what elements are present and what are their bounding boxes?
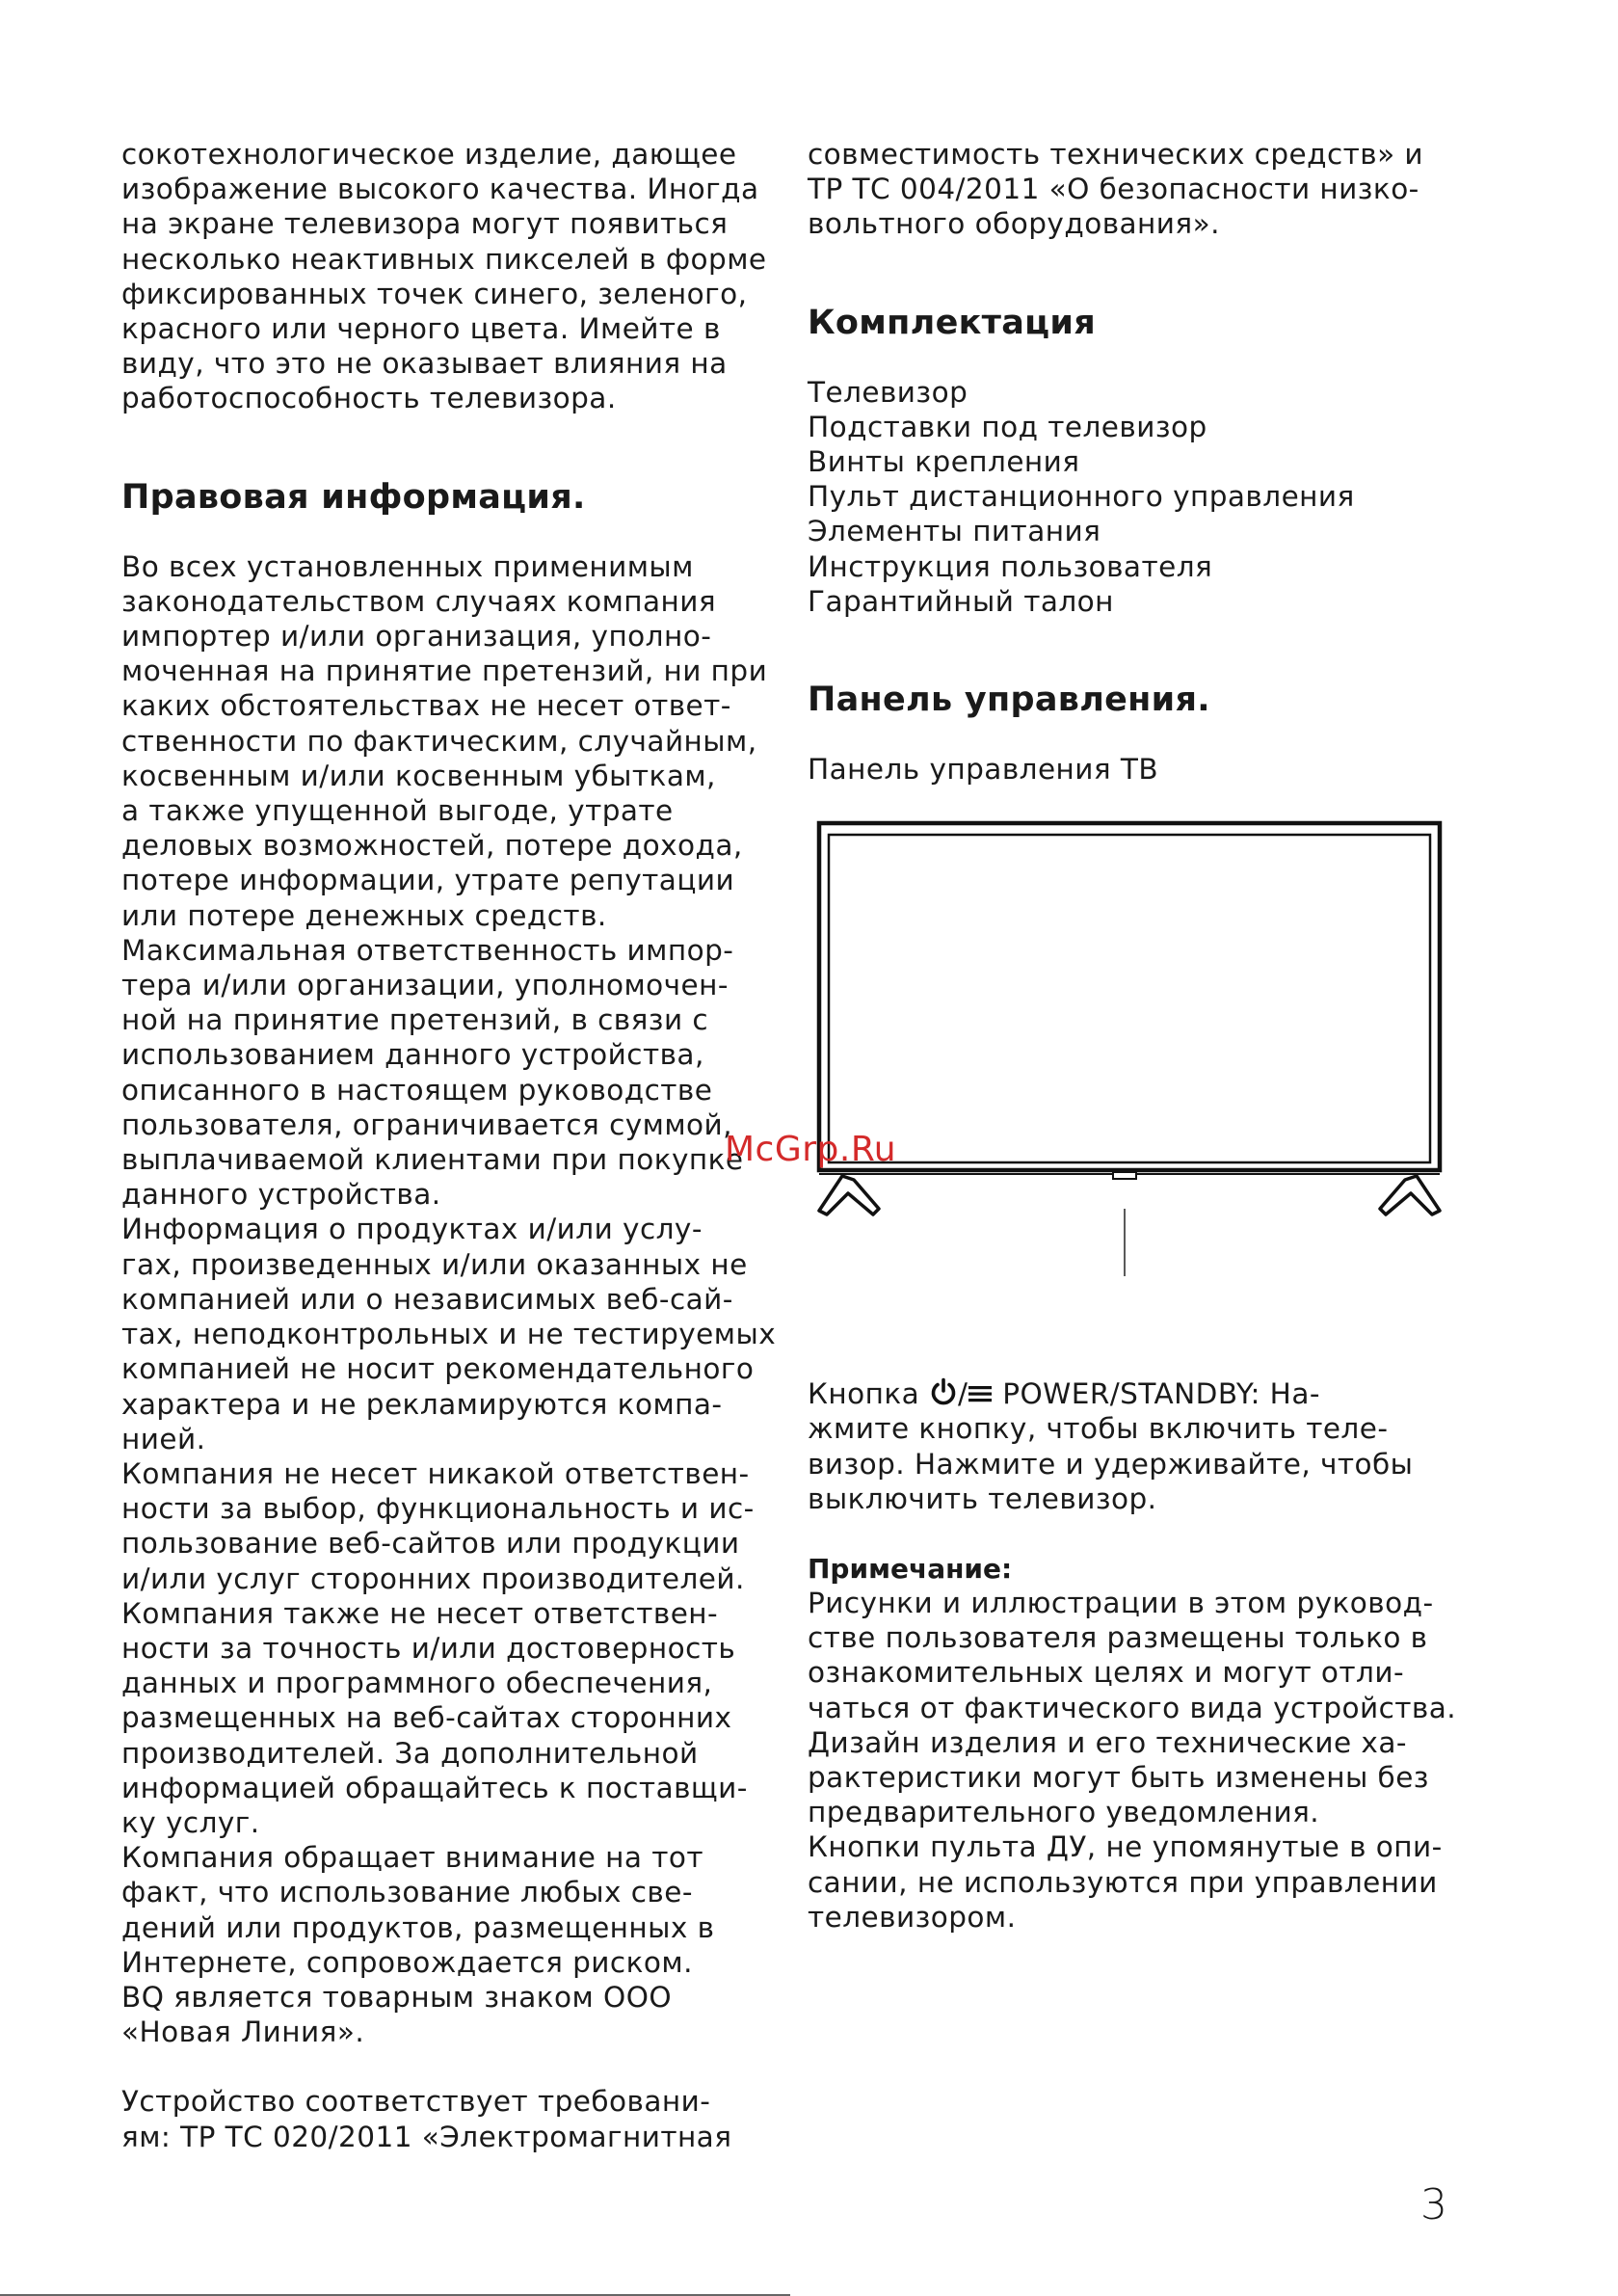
text-line: компанией не носит рекомендательного	[121, 1352, 755, 1386]
text-line: или потере денежных средств.	[121, 898, 607, 932]
text-line: потере информации, утрате репутации	[121, 864, 735, 897]
text-line: совместимость технических средств» и	[808, 138, 1424, 171]
text-line: тера и/или организации, уполномочен-	[121, 969, 729, 1002]
compliance-paragraph	[121, 2084, 777, 2153]
text-line: тах, неподконтрольных и не тестируемых	[121, 1318, 777, 1351]
text-line: фиксированных точек синего, зеленого,	[121, 277, 748, 310]
list-item: Пульт дистанционного управления	[808, 480, 1355, 514]
text-line: сокотехнологическое изделие, дающее	[121, 138, 737, 171]
text-line: стве пользователя размещены только в	[808, 1621, 1428, 1655]
text-line: деловых возможностей, потере дохода,	[121, 829, 743, 863]
text-line: размещенных на веб-сайтах сторонних	[121, 1701, 732, 1735]
text-line: пользование веб-сайтов или продукции	[121, 1527, 740, 1561]
button-prefix: Кнопка	[808, 1377, 920, 1411]
text-line: каких обстоятельствах не несет ответ-	[121, 689, 731, 723]
text-line: законодательством случаях компания	[121, 584, 717, 618]
text-line: ности за выбор, функциональность и ис-	[121, 1492, 755, 1526]
legal-heading: Правовая информация.	[121, 477, 586, 517]
text-line: ку услуг.	[121, 1805, 260, 1839]
text-line: факт, что использование любых све-	[121, 1876, 693, 1909]
tv-screen	[829, 835, 1430, 1162]
text-line: Во всех установленных применимым	[121, 549, 694, 583]
text-line: ям: ТР ТС 020/2011 «Электромагнитная	[121, 2120, 732, 2153]
text-line: импортер и/или организация, уполно-	[121, 620, 712, 654]
text-line: сании, не используются при управлении	[808, 1865, 1438, 1899]
button-line-rest: POWER/STANDBY: На-	[993, 1377, 1320, 1411]
tv-left-stand	[819, 1176, 879, 1215]
text-line: визор. Нажмите и удерживайте, чтобы	[808, 1447, 1414, 1481]
text-line: рактеристики могут быть изменены без	[808, 1761, 1429, 1795]
text-line: изображение высокого качества. Иногда	[121, 173, 759, 206]
text-line: моченная на принятие претензий, ни при	[121, 654, 768, 688]
text-line: чаться от фактического вида устройства.	[808, 1691, 1457, 1724]
page-number: 3	[1420, 2180, 1447, 2229]
control-panel-heading: Панель управления.	[808, 681, 1210, 720]
contents-heading: Комплектация	[808, 303, 1097, 342]
watermark: McGrp.Ru	[725, 1130, 897, 1169]
text-line: Компания обращает внимание на тот	[121, 1841, 703, 1875]
text-line: выключить телевизор.	[808, 1482, 1157, 1515]
power-button-description	[808, 1376, 1482, 1516]
legal-paragraph	[121, 549, 777, 2050]
text-line: красного или черного цвета. Имейте в	[121, 312, 721, 346]
text-line: гах, произведенных и/или оказанных не	[121, 1247, 748, 1281]
text-line: Кнопки пульта ДУ, не упомянутые в опи-	[808, 1830, 1443, 1864]
text-line: производителей. За дополнительной	[121, 1736, 699, 1770]
text-line: пользователя, ограничивается суммой,	[121, 1108, 733, 1141]
text-line: несколько неактивных пикселей в форме	[121, 242, 767, 276]
text-line: работоспособность телевизора.	[121, 382, 617, 415]
list-item: Подставки под телевизор	[808, 410, 1207, 443]
tv-illustration	[811, 815, 1447, 1278]
text-line: ственности по фактическим, случайным,	[121, 724, 757, 758]
text-line: «Новая Линия».	[121, 2016, 365, 2049]
text-line: ознакомительных целях и могут отли-	[808, 1656, 1405, 1690]
note-paragraph	[808, 1586, 1482, 1935]
text-line: Дизайн изделия и его технические ха-	[808, 1725, 1407, 1759]
intro-paragraph	[121, 137, 777, 416]
text-line: Компания также не несет ответствен-	[121, 1596, 719, 1630]
button-slash: /	[958, 1377, 968, 1411]
text-line: Компания не несет никакой ответствен-	[121, 1456, 750, 1490]
text-line: Устройство соответствует требовани-	[121, 2085, 711, 2119]
text-line: Максимальная ответственность импор-	[121, 933, 734, 967]
text-line: компанией или о независимых веб-сай-	[121, 1282, 733, 1316]
text-line: данных и программного обеспечения,	[121, 1667, 713, 1700]
text-line: и/или услуг сторонних производителей.	[121, 1562, 745, 1595]
list-item: Гарантийный талон	[808, 584, 1114, 618]
list-item: Телевизор	[808, 375, 968, 409]
text-line: характера и не рекламируются компа-	[121, 1387, 723, 1421]
text-line: ной на принятие претензий, в связи с	[121, 1003, 709, 1037]
text-line: Информация о продуктах и/или услу-	[121, 1213, 703, 1246]
text-line: предварительного уведомления.	[808, 1796, 1320, 1829]
power-icon	[929, 1377, 958, 1406]
list-item: Инструкция пользователя	[808, 549, 1213, 583]
contents-list	[808, 375, 1482, 619]
text-line: ТР ТС 004/2011 «О безопасности низко-	[808, 173, 1419, 206]
text-line: вольтного оборудования».	[808, 207, 1220, 241]
text-line: информацией обращайтесь к поставщи-	[121, 1771, 748, 1804]
menu-icon	[968, 1383, 993, 1404]
tv-right-stand	[1380, 1176, 1440, 1215]
text-line: дений или продуктов, размещенных в	[121, 1910, 715, 1944]
compliance-continued	[808, 137, 1482, 242]
note-title: Примечание:	[808, 1553, 1013, 1586]
text-line: виду, что это не оказывает влияния на	[121, 347, 728, 381]
tv-control-button	[1113, 1172, 1136, 1179]
text-line: данного устройства.	[121, 1178, 441, 1212]
text-line: использованием данного устройства,	[121, 1038, 704, 1072]
text-line: телевизором.	[808, 1900, 1017, 1934]
text-line: ности за точность и/или достоверность	[121, 1631, 736, 1665]
text-line: Интернете, сопровождается риском.	[121, 1945, 693, 1979]
text-line: жмите кнопку, чтобы включить теле-	[808, 1412, 1389, 1446]
left-column	[121, 137, 777, 2154]
text-line: нией.	[121, 1422, 206, 1455]
list-item: Элементы питания	[808, 515, 1101, 548]
tv-frame	[819, 823, 1440, 1170]
text-line	[808, 1376, 1482, 1411]
text-line: на экране телевизора могут появиться	[121, 207, 729, 241]
list-item: Винты крепления	[808, 445, 1080, 479]
text-line: BQ является товарным знаком ООО	[121, 1980, 673, 2014]
text-line: Рисунки и иллюстрации в этом руковод-	[808, 1587, 1434, 1620]
text-line: описанного в настоящем руководстве	[121, 1073, 713, 1107]
text-line: выплачиваемой клиентами при покупке	[121, 1143, 744, 1177]
panel-caption: Панель управления ТВ	[808, 753, 1159, 787]
text-line: а также упущенной выгоде, утрате	[121, 794, 674, 828]
text-line: косвенным и/или косвенным убыткам,	[121, 759, 716, 792]
